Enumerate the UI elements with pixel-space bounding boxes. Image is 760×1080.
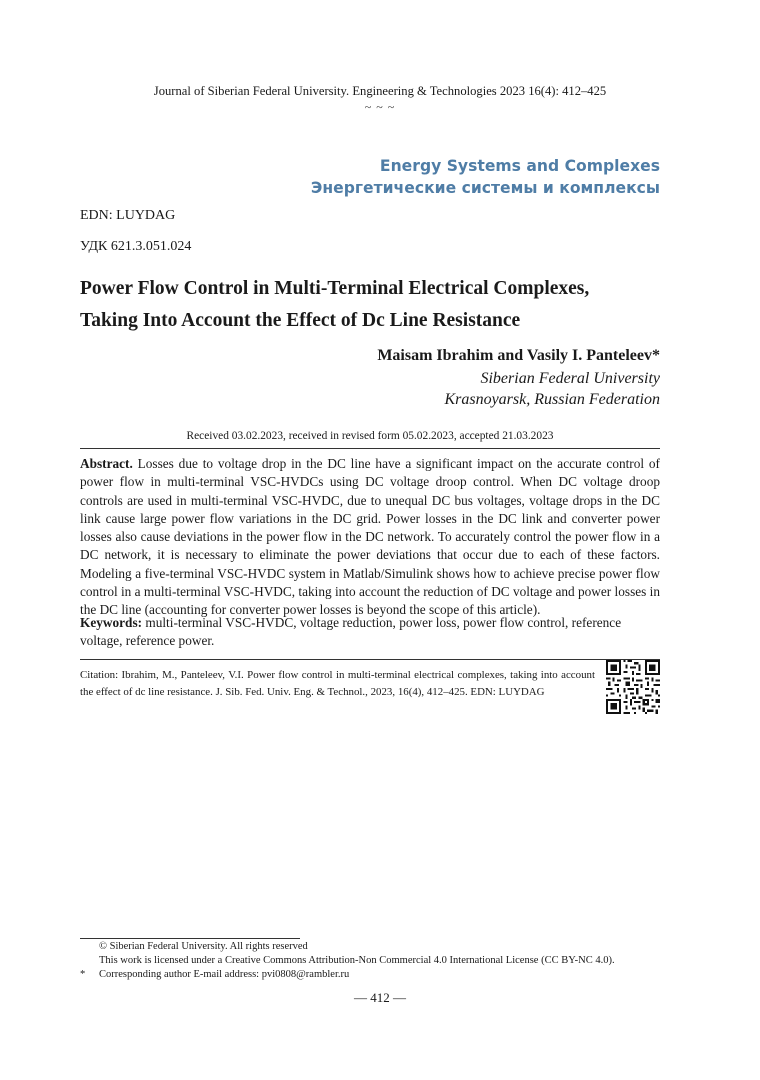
affiliation-university: Siberian Federal University bbox=[480, 370, 660, 387]
section-title-en: Energy Systems and Complexes bbox=[379, 157, 660, 175]
qr-code-icon bbox=[606, 660, 660, 714]
page-number: — 412 — bbox=[354, 990, 406, 1005]
header-separator: ~ ~ ~ bbox=[364, 100, 396, 114]
abstract-top-rule bbox=[80, 448, 660, 449]
article-title bbox=[80, 273, 680, 337]
footnote-copyright: © Siberian Federal University. All rights reserved bbox=[99, 941, 308, 952]
footnote-star: * bbox=[80, 969, 86, 980]
abstract-label: Abstract. bbox=[80, 456, 133, 471]
footnote-license: This work is licensed under a Creative Commons Attribution-Non Commercial 4.0 International License (CC BY-NC 4.0). bbox=[99, 955, 615, 966]
keywords bbox=[80, 614, 660, 651]
citation: Citation: Ibrahim, M., Panteleev, V.I. Power flow control in multi-terminal electrical complexes, taking into account the effect of dc line resistance. J. Sib. Fed. Univ. Eng. & Technol., 2023, 16(4), 412–425. EDN: LUYDAG bbox=[80, 669, 595, 698]
abstract-text: Losses due to voltage drop in the DC line have a significant impact on the accurate control of power flow in multi-terminal VSC-HVDCs using DC voltage droop control. When DC voltage droop controls are used in multi-terminal VSC-HVDC, due to unequal DC bus voltages, voltage drops in the DC link cause large power flow variations in the DC grid. Power losses in the DC link and converter power losses also cause deviations in the power flow in the DC network. To accurately control the power flow in a DC network, it is necessary to eliminate the power deviations that occur due to each of these factors. Modeling a five-terminal VSC-HVDC system in Matlab/Simulink shows how to achieve precise power flow control in a multi-terminal VSC-HVDC, taking into account the reduction of DC voltage and power losses in the DC line (accounting for converter power losses is beyond the scope of this article). bbox=[80, 456, 660, 618]
citation-top-rule bbox=[80, 659, 660, 660]
article-title-line2: Taking Into Account the Effect of Dc Line Resistance bbox=[80, 310, 521, 331]
author-names: Maisam Ibrahim and Vasily I. Panteleev* bbox=[377, 347, 660, 364]
edn-code: EDN: LUYDAG bbox=[80, 208, 176, 223]
udk-code: УДК 621.3.051.024 bbox=[80, 239, 192, 254]
journal-header: Journal of Siberian Federal University. Engineering & Technologies 2023 16(4): 412–425 bbox=[153, 84, 607, 98]
received-dates: Received 03.02.2023, received in revised form 05.02.2023, accepted 21.03.2023 bbox=[186, 430, 554, 442]
abstract bbox=[80, 455, 660, 620]
keywords-label: Keywords: bbox=[80, 615, 143, 630]
article-title-line1: Power Flow Control in Multi-Terminal Electrical Complexes, bbox=[80, 278, 590, 299]
affiliation-location: Krasnoyarsk, Russian Federation bbox=[444, 391, 660, 408]
footnote-corresponding: Corresponding author E-mail address: pvi0808@rambler.ru bbox=[99, 969, 350, 980]
keywords-text: multi-terminal VSC-HVDC, voltage reduction, power loss, power flow control, reference voltage, reference power. bbox=[80, 615, 622, 649]
footnote-rule bbox=[80, 938, 300, 939]
section-title-ru: Энергетические системы и комплексы bbox=[310, 179, 660, 197]
